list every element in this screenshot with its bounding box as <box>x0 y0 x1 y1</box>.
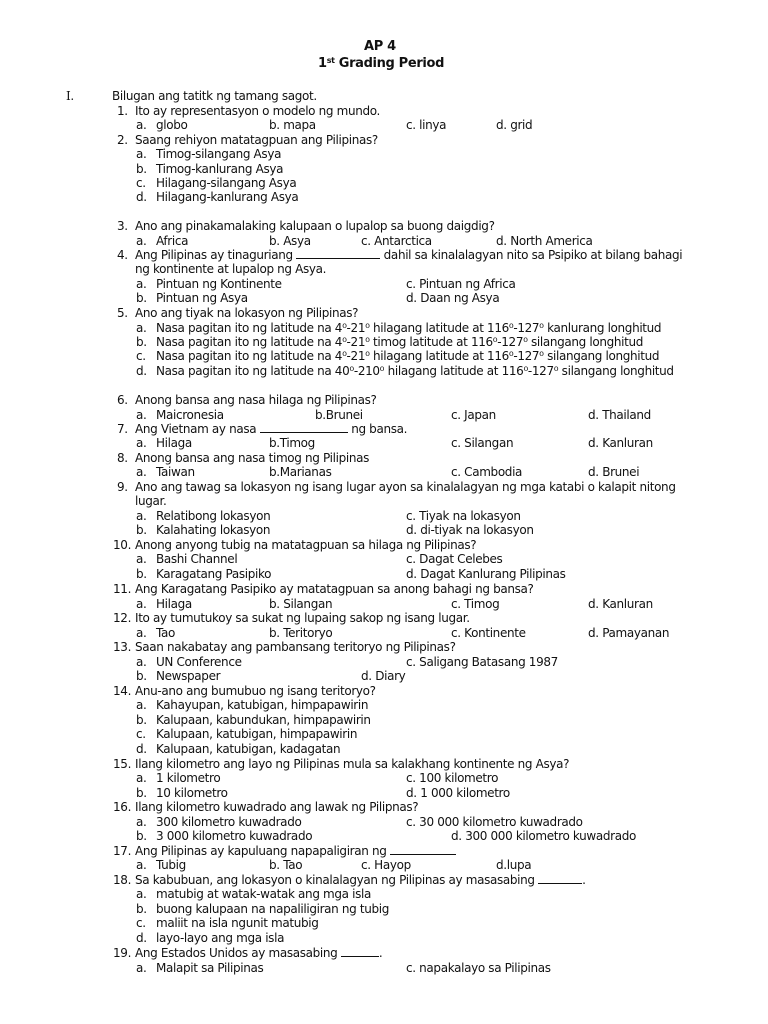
choice-text: buong kalupaan na napaliligiran ng tubig <box>156 902 389 916</box>
choice-text: c. napakalayo sa Pilipinas <box>406 961 551 975</box>
choice-letter: a. <box>136 436 147 450</box>
choice-letter: b. <box>136 669 147 683</box>
choice-letter: a. <box>136 465 147 479</box>
question-text: Ilang kilometro kuwadrado ang lawak ng Pilipnas? <box>135 800 419 814</box>
answer-blank <box>341 946 379 957</box>
question-number: 18. <box>113 873 132 887</box>
choice-text: b. Teritoryo <box>269 626 333 640</box>
question-number: 11. <box>113 582 132 596</box>
question-text: Anong bansa ang nasa hilaga ng Pilipinas? <box>135 393 377 407</box>
choice-letter: d. <box>136 364 147 378</box>
choice-letter: c. <box>136 349 146 363</box>
question-text: Ito ay representasyon o modelo ng mundo. <box>135 104 380 118</box>
choice-text: d. Kanluran <box>588 436 653 450</box>
choice-text: Hilaga <box>156 597 192 611</box>
question-number: 14. <box>113 684 132 698</box>
choice-letter: a. <box>136 147 147 161</box>
choice-text: Relatibong lokasyon <box>156 509 271 523</box>
question-number: 16. <box>113 800 132 814</box>
choice-text: Hilaga <box>156 436 192 450</box>
question-text: Ang Estados Unidos ay masasabing . <box>135 946 383 960</box>
choice-text: Timog-kanlurang Asya <box>156 162 284 176</box>
choice-text: Hilagang-silangang Asya <box>156 176 297 190</box>
choice-text: b. Tao <box>269 858 303 872</box>
choice-text: maliit na isla ngunit matubig <box>156 916 319 930</box>
question-number: 12. <box>113 611 132 625</box>
choice-text: UN Conference <box>156 655 242 669</box>
choice-letter: a. <box>136 408 147 422</box>
question-text: Ang Vietnam ay nasa ng bansa. <box>135 422 408 436</box>
choice-text: c. Dagat Celebes <box>406 552 503 566</box>
choice-letter: c. <box>136 176 146 190</box>
choice-text: b.Brunei <box>315 408 363 422</box>
choice-text: c. Timog <box>451 597 500 611</box>
grading-period-title: 1st Grading Period <box>318 56 445 71</box>
question-text: Ang Karagatang Pasipiko ay matatagpuan sa anong bahagi ng bansa? <box>135 582 534 596</box>
question-number: 5. <box>117 306 128 320</box>
choice-letter: b. <box>136 786 147 800</box>
choice-text: 10 kilometro <box>156 786 228 800</box>
choice-text: c. Cambodia <box>451 465 523 479</box>
choice-text: d.lupa <box>496 858 532 872</box>
answer-blank <box>260 422 348 433</box>
choice-text: Nasa pagitan ito ng latitude na 4⁰-21⁰ hilagang latitude at 116⁰-127⁰ kanlurang longhitud <box>156 321 662 335</box>
question-number: 17. <box>113 844 132 858</box>
choice-letter: a. <box>136 277 147 291</box>
choice-letter: b. <box>136 291 147 305</box>
choice-text: d. North America <box>496 234 593 248</box>
choice-text: Nasa pagitan ito ng latitude na 40⁰-210⁰ hilagang latitude at 116⁰-127⁰ silangang longhitud <box>156 364 674 378</box>
choice-text: d. Pamayanan <box>588 626 670 640</box>
choice-letter: a. <box>136 698 147 712</box>
choice-letter: a. <box>136 234 147 248</box>
choice-text: c. 30 000 kilometro kuwadrado <box>406 815 583 829</box>
choice-letter: b. <box>136 523 147 537</box>
choice-text: Kalahating lokasyon <box>156 523 271 537</box>
choice-text: d. Thailand <box>588 408 651 422</box>
choice-letter: b. <box>136 713 147 727</box>
choice-text: c. Silangan <box>451 436 514 450</box>
choice-text: matubig at watak-watak ang mga isla <box>156 887 371 901</box>
question-text: Anong anyong tubig na matatagpuan sa hilaga ng Pilipinas? <box>135 538 477 552</box>
choice-letter: b. <box>136 902 147 916</box>
choice-letter: a. <box>136 815 147 829</box>
choice-letter: d. <box>136 742 147 756</box>
answer-blank <box>538 873 582 884</box>
choice-text: d. 1 000 kilometro <box>406 786 510 800</box>
choice-text: Nasa pagitan ito ng latitude na 4⁰-21⁰ timog latitude at 116⁰-127⁰ silangang longhitud <box>156 335 644 349</box>
choice-letter: b. <box>136 335 147 349</box>
question-text: Anong bansa ang nasa timog ng Pilipinas <box>135 451 369 465</box>
choice-text: Taiwan <box>156 465 195 479</box>
choice-letter: a. <box>136 118 147 132</box>
question-number: 7. <box>117 422 128 436</box>
question-text: Ilang kilometro ang layo ng Pilipinas mula sa kalakhang kontinente ng Asya? <box>135 757 570 771</box>
choice-text: b. Silangan <box>269 597 333 611</box>
choice-text: Tubig <box>156 858 186 872</box>
question-text: Ano ang tiyak na lokasyon ng Pilipinas? <box>135 306 359 320</box>
choice-text: c. Saligang Batasang 1987 <box>406 655 558 669</box>
choice-letter: a. <box>136 961 147 975</box>
choice-text: c. Hayop <box>361 858 411 872</box>
choice-text: Bashi Channel <box>156 552 238 566</box>
question-text: Ito ay tumutukoy sa sukat ng lupaing sakop ng isang lugar. <box>135 611 470 625</box>
choice-text: d. Daan ng Asya <box>406 291 500 305</box>
choice-text: Newspaper <box>156 669 221 683</box>
question-number: 13. <box>113 640 132 654</box>
question-number: 2. <box>117 133 128 147</box>
answer-blank <box>390 844 456 855</box>
question-text: Ang Pilipinas ay kapuluang napapaligiran ng <box>135 844 456 858</box>
choice-text: b.Timog <box>269 436 315 450</box>
choice-letter: c. <box>136 727 146 741</box>
choice-letter: a. <box>136 321 147 335</box>
choice-letter: a. <box>136 858 147 872</box>
choice-text: c. Kontinente <box>451 626 526 640</box>
question-number: 8. <box>117 451 128 465</box>
choice-text: d. Brunei <box>588 465 640 479</box>
choice-letter: a. <box>136 626 147 640</box>
choice-text: Karagatang Pasipiko <box>156 567 272 581</box>
choice-letter: d. <box>136 190 147 204</box>
question-text: Ano ang pinakamalaking kalupaan o lupalop sa buong daigdig? <box>135 219 495 233</box>
choice-text: Kalupaan, katubigan, kadagatan <box>156 742 341 756</box>
choice-text: d. Diary <box>361 669 406 683</box>
choice-letter: d. <box>136 931 147 945</box>
choice-text: Kahayupan, katubigan, himpapawirin <box>156 698 369 712</box>
question-number: 3. <box>117 219 128 233</box>
choice-text: layo-layo ang mga isla <box>156 931 285 945</box>
question-text: Ano ang tawag sa lokasyon ng isang lugar ayon sa kinalalagyan ng mga katabi o kalapit nitong <box>135 480 676 494</box>
choice-text: Pintuan ng Asya <box>156 291 248 305</box>
question-number: 10. <box>113 538 132 552</box>
choice-text: d. grid <box>496 118 533 132</box>
choice-text: d. Kanluran <box>588 597 653 611</box>
choice-letter: c. <box>136 916 146 930</box>
choice-letter: b. <box>136 829 147 843</box>
choice-text: c. linya <box>406 118 447 132</box>
choice-letter: a. <box>136 771 147 785</box>
choice-text: b.Marianas <box>269 465 332 479</box>
question-text: Anu-ano ang bumubuo ng isang teritoryo? <box>135 684 376 698</box>
choice-text: Maicronesia <box>156 408 224 422</box>
choice-text: Malapit sa Pilipinas <box>156 961 264 975</box>
question-text-continued: lugar. <box>135 494 167 508</box>
choice-text: Timog-silangang Asya <box>156 147 282 161</box>
question-number: 9. <box>117 480 128 494</box>
choice-text: c. Antarctica <box>361 234 432 248</box>
section-roman-numeral: I. <box>66 89 74 103</box>
choice-letter: a. <box>136 887 147 901</box>
choice-text: Nasa pagitan ito ng latitude na 4⁰-21⁰ hilagang latitude at 116⁰-127⁰ silangang longhitud <box>156 349 660 363</box>
section-instruction: Bilugan ang tatitk ng tamang sagot. <box>112 89 317 103</box>
subject-title: AP 4 <box>364 39 396 54</box>
question-text: Saan nakabatay ang pambansang teritoryo ng Pilipinas? <box>135 640 456 654</box>
question-number: 15. <box>113 757 132 771</box>
choice-text: c. Japan <box>451 408 496 422</box>
choice-text: Tao <box>156 626 175 640</box>
choice-text: globo <box>156 118 188 132</box>
choice-text: 3 000 kilometro kuwadrado <box>156 829 313 843</box>
choice-text: Pintuan ng Kontinente <box>156 277 282 291</box>
choice-text: b. Asya <box>269 234 311 248</box>
question-number: 6. <box>117 393 128 407</box>
choice-text: b. mapa <box>269 118 316 132</box>
choice-text: c. 100 kilometro <box>406 771 499 785</box>
choice-text: Kalupaan, kabundukan, himpapawirin <box>156 713 371 727</box>
choice-letter: a. <box>136 597 147 611</box>
choice-text: c. Pintuan ng Africa <box>406 277 516 291</box>
choice-text: Africa <box>156 234 189 248</box>
choice-text: Hilagang-kanlurang Asya <box>156 190 299 204</box>
question-text: Sa kabubuan, ang lokasyon o kinalalagyan ng Pilipinas ay masasabing . <box>135 873 586 887</box>
choice-text: d. 300 000 kilometro kuwadrado <box>451 829 636 843</box>
question-number: 4. <box>117 248 128 262</box>
question-text: Ang Pilipinas ay tinaguriang dahil sa kinalalagyan nito sa Psipiko at bilang bahagi <box>135 248 683 262</box>
choice-text: c. Tiyak na lokasyon <box>406 509 521 523</box>
choice-letter: b. <box>136 162 147 176</box>
question-number: 19. <box>113 946 132 960</box>
choice-letter: a. <box>136 552 147 566</box>
question-text-continued: ng kontinente at lupalop ng Asya. <box>135 262 327 276</box>
choice-text: 300 kilometro kuwadrado <box>156 815 302 829</box>
question-number: 1. <box>117 104 128 118</box>
question-text: Saang rehiyon matatagpuan ang Pilipinas? <box>135 133 378 147</box>
choice-text: d. di-tiyak na lokasyon <box>406 523 534 537</box>
choice-letter: a. <box>136 509 147 523</box>
choice-letter: a. <box>136 655 147 669</box>
choice-text: d. Dagat Kanlurang Pilipinas <box>406 567 566 581</box>
choice-text: Kalupaan, katubigan, himpapawirin <box>156 727 358 741</box>
answer-blank <box>296 248 380 259</box>
choice-text: 1 kilometro <box>156 771 221 785</box>
choice-letter: b. <box>136 567 147 581</box>
